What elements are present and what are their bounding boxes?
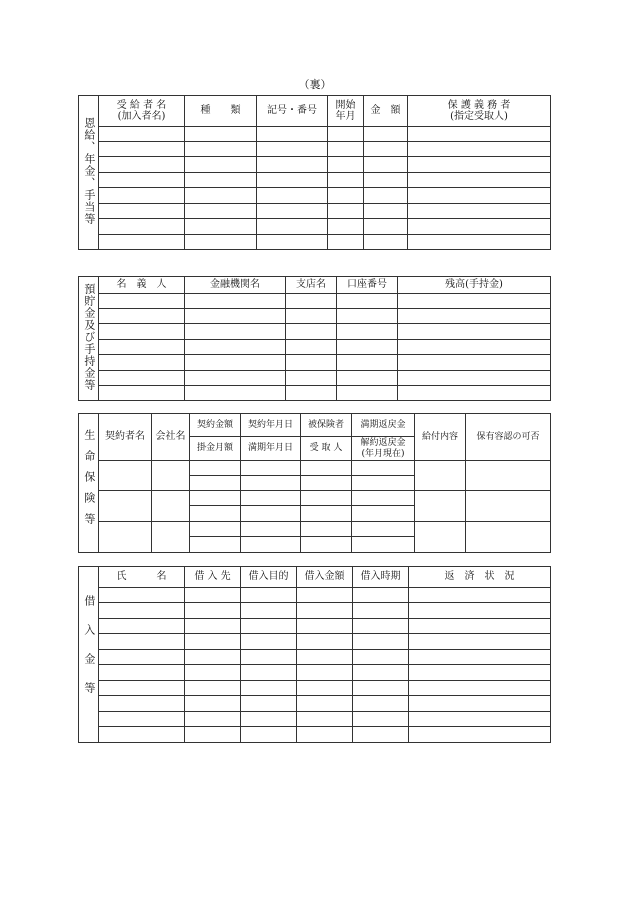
table-row[interactable] xyxy=(79,650,551,665)
table-row[interactable] xyxy=(79,681,551,696)
table-row[interactable] xyxy=(79,355,551,371)
table-row[interactable] xyxy=(79,712,551,727)
header-name: 氏 名 xyxy=(99,567,185,588)
header-monthly-premium: 掛金月額 xyxy=(190,437,241,461)
header-contract-date: 契約年月日 xyxy=(241,414,301,437)
header-lender: 借 入 先 xyxy=(185,567,241,588)
header-contract-amount: 契約金額 xyxy=(190,414,241,437)
header-loan-period: 借入時期 xyxy=(353,567,409,588)
header-purpose: 借入目的 xyxy=(241,567,297,588)
table-row[interactable] xyxy=(79,127,551,142)
table-row[interactable] xyxy=(79,324,551,340)
deposit-side-label: 預貯金及び手持金等 xyxy=(82,282,96,391)
deposit-side-label-cell xyxy=(79,277,99,401)
header-recipient: 受 給 者 名 (加入者名) xyxy=(99,96,185,127)
table-row[interactable] xyxy=(79,386,551,401)
table-row[interactable] xyxy=(79,235,551,250)
table-row[interactable] xyxy=(79,696,551,712)
loans-table xyxy=(78,566,551,743)
table-row[interactable] xyxy=(79,142,551,157)
loans-side-label-cell xyxy=(79,567,99,743)
deposit-table xyxy=(78,276,551,401)
table-row[interactable] xyxy=(79,727,551,743)
header-branch: 支店名 xyxy=(286,277,337,294)
table-row[interactable] xyxy=(79,461,551,476)
loans-side-label: 借入金等 xyxy=(82,594,96,711)
header-bank: 金融機関名 xyxy=(185,277,286,294)
table-row[interactable] xyxy=(79,371,551,386)
header-benefits: 給付内容 xyxy=(415,414,466,461)
table-row[interactable] xyxy=(79,603,551,619)
table-row[interactable] xyxy=(79,619,551,634)
header-surrender: 解約返戻金 (年月現在) xyxy=(352,437,415,461)
header-contractor: 契約者名 xyxy=(99,414,152,461)
table-row[interactable] xyxy=(79,665,551,681)
header-repayment: 返 済 状 況 xyxy=(409,567,551,588)
header-company: 会社名 xyxy=(152,414,190,461)
insurance-side-label-cell xyxy=(79,414,99,553)
insurance-table xyxy=(78,413,551,553)
table-row[interactable] xyxy=(79,204,551,219)
insurance-side-label: 生命保険等 xyxy=(82,428,96,534)
header-loan-amount: 借入金額 xyxy=(297,567,353,588)
header-insured: 被保険者 xyxy=(301,414,352,437)
table-row[interactable] xyxy=(79,219,551,235)
table-row[interactable] xyxy=(79,340,551,355)
header-guardian: 保 護 義 務 者 (指定受取人) xyxy=(408,96,551,127)
pension-side-label: 恩給、年金、手当等 xyxy=(82,116,96,225)
header-amount: 金 額 xyxy=(364,96,408,127)
table-row[interactable] xyxy=(79,588,551,603)
table-row[interactable] xyxy=(79,157,551,173)
table-row[interactable] xyxy=(79,491,551,506)
table-row[interactable] xyxy=(79,188,551,204)
table-row[interactable] xyxy=(79,294,551,309)
page-title: （裏） xyxy=(298,78,332,91)
header-maturity-date: 満期年月日 xyxy=(241,437,301,461)
table-row[interactable] xyxy=(79,309,551,324)
header-code-number: 記号・番号 xyxy=(257,96,328,127)
header-type: 種 類 xyxy=(185,96,257,127)
pension-side-label-cell xyxy=(79,96,99,250)
header-holder: 名 義 人 xyxy=(99,277,185,294)
header-retention: 保有容認の可否 xyxy=(466,414,551,461)
pension-table xyxy=(78,95,551,250)
header-beneficiary: 受 取 人 xyxy=(301,437,352,461)
header-account: 口座番号 xyxy=(337,277,398,294)
table-row[interactable] xyxy=(79,173,551,188)
header-maturity-refund: 満期返戻金 xyxy=(352,414,415,437)
table-row[interactable] xyxy=(79,522,551,537)
header-start-month: 開始 年月 xyxy=(328,96,364,127)
header-balance: 残高(手持金) xyxy=(398,277,551,294)
table-row[interactable] xyxy=(79,634,551,650)
